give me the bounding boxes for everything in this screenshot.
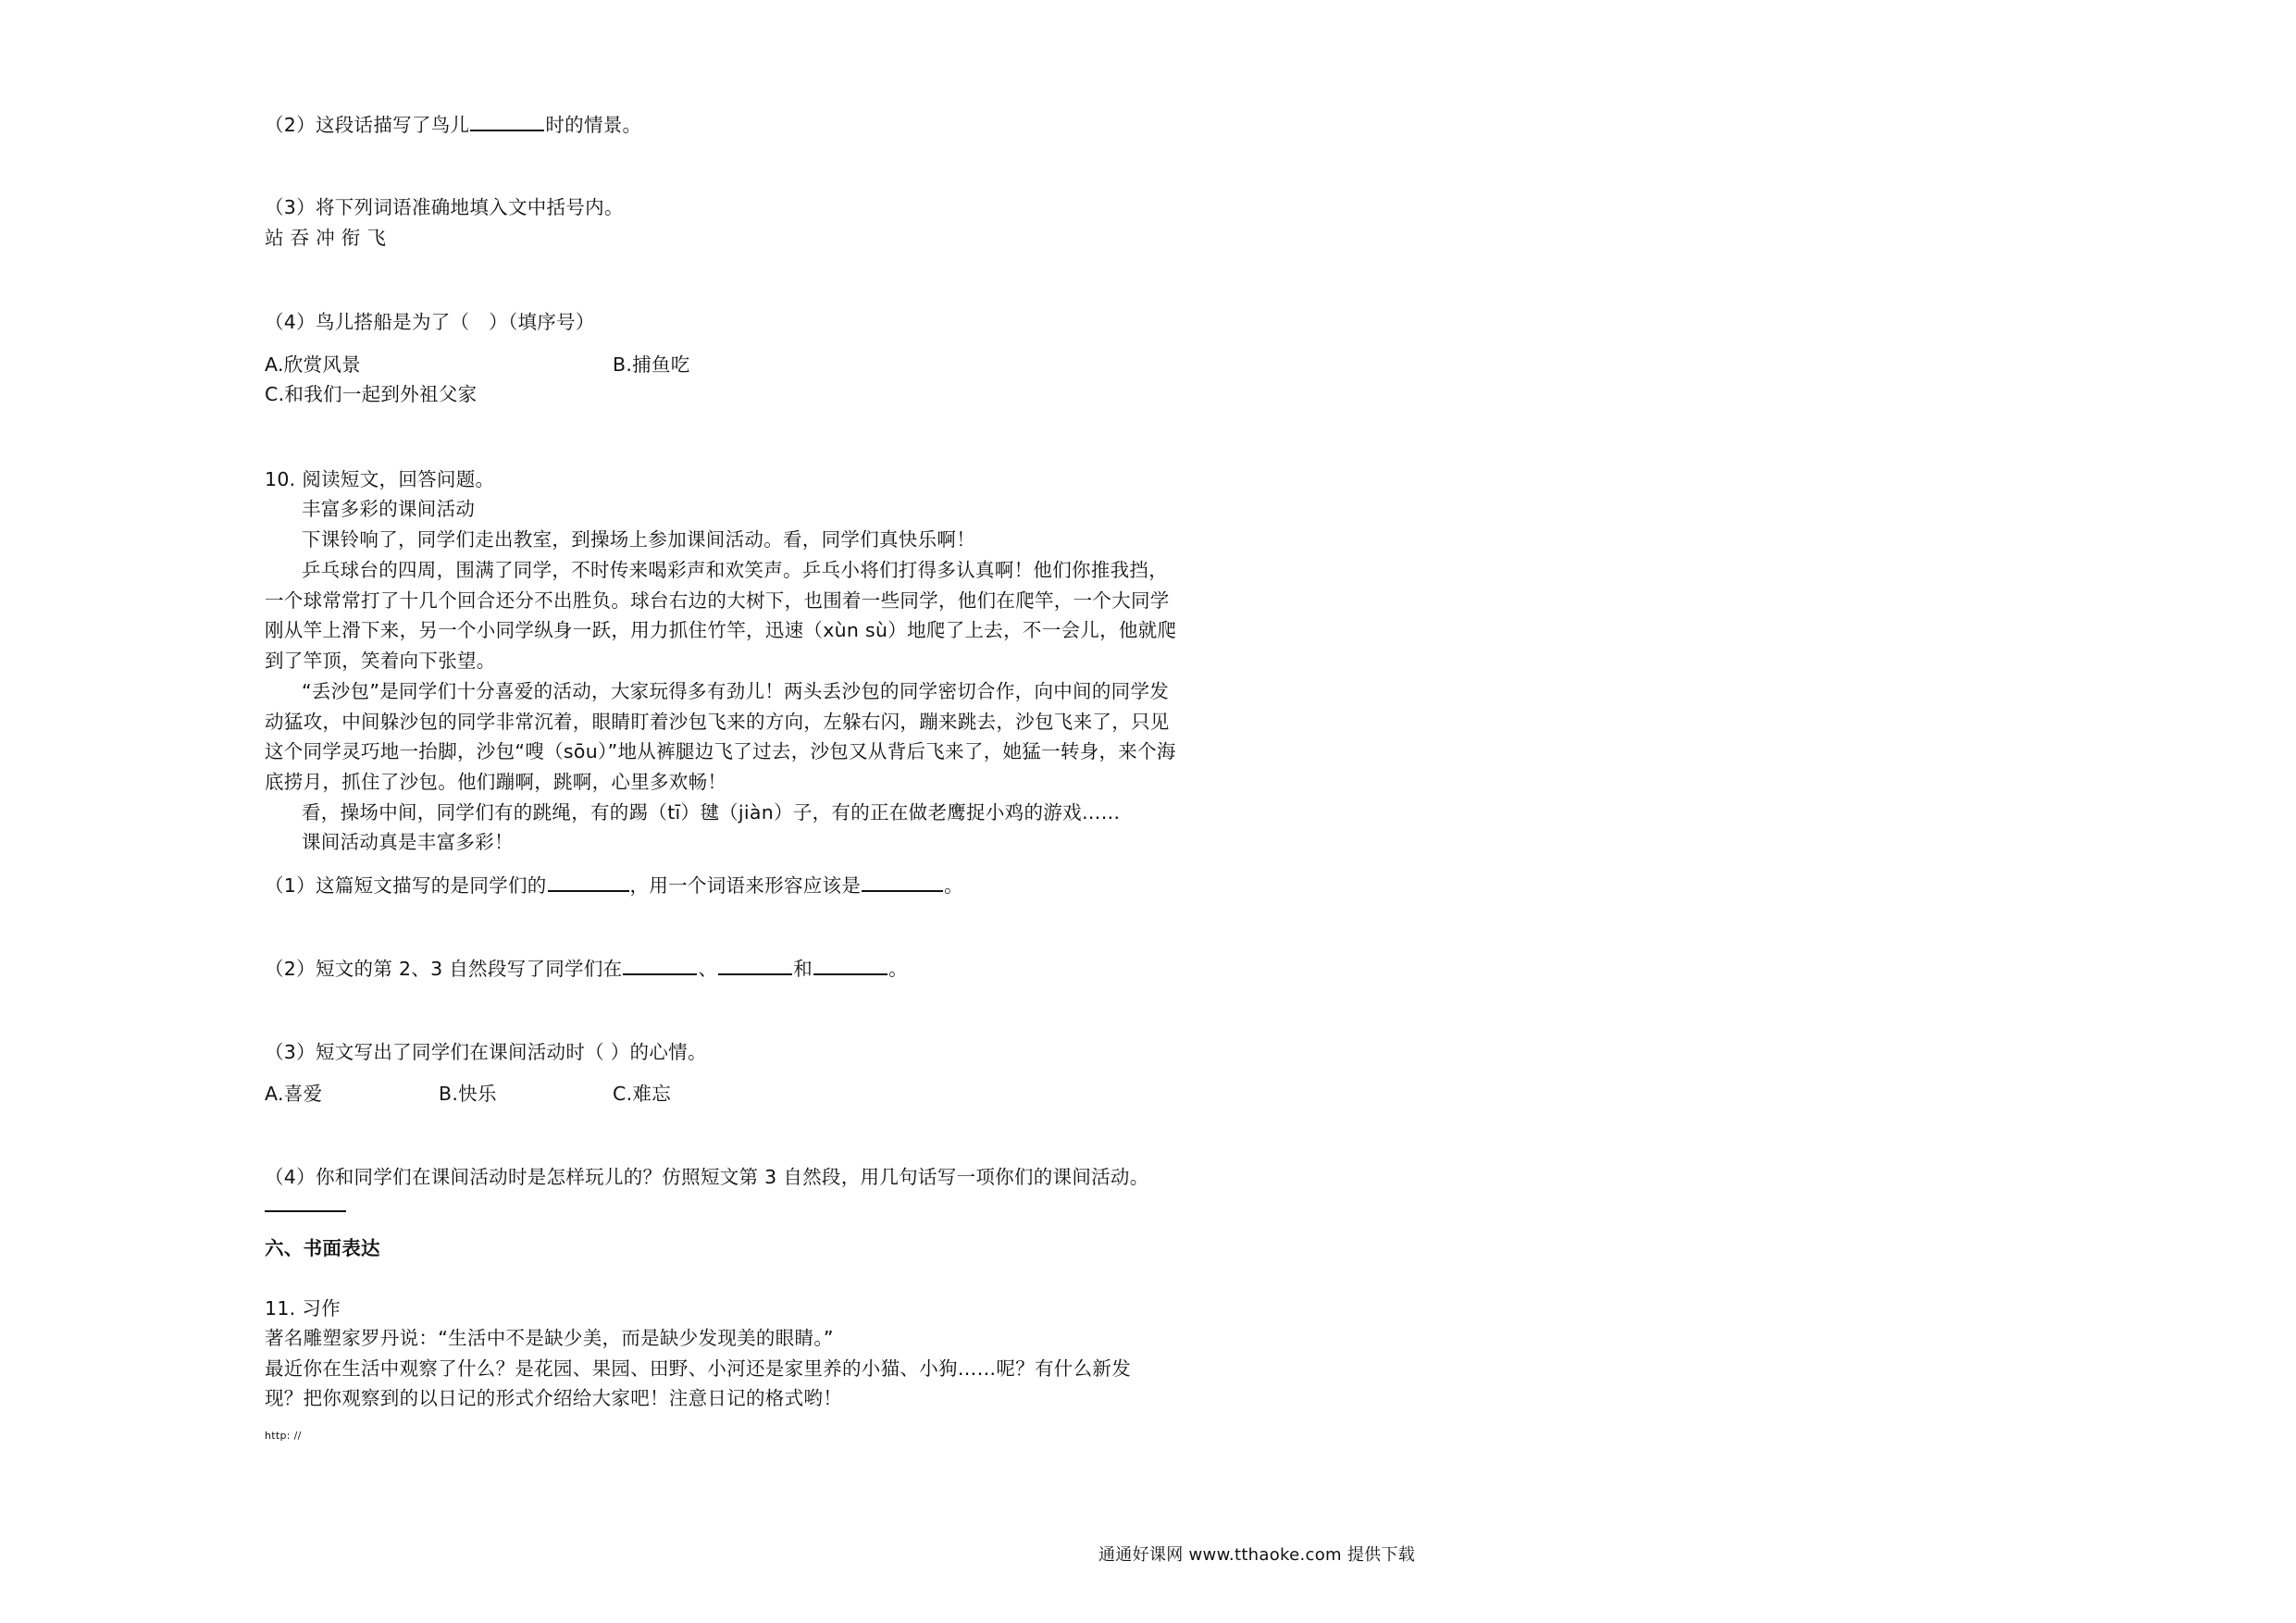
answer-line[interactable] (265, 1210, 346, 1212)
q9-sub3-words: 站 吞 冲 衔 飞 (265, 227, 387, 249)
q9-sub4-option-a[interactable]: A.欣赏风景 (265, 353, 361, 376)
passage-line: 底捞月，抓住了沙包。他们蹦啊，跳啊，心里多欢畅！ (265, 771, 727, 793)
q9-sub2 (265, 109, 641, 140)
q9-sub4-prompt: （4）鸟儿搭船是为了（ ）（填序号） (265, 311, 595, 333)
q10-heading: 10. 阅读短文，回答问题。 (265, 468, 495, 490)
essay-prompt-line: 现？把你观察到的以日记的形式介绍给大家吧！注意日记的格式哟！ (265, 1387, 842, 1409)
q10-sub2-sep: 、 (698, 958, 718, 980)
essay-prompt-line: 著名雕塑家罗丹说：“生活中不是缺少美，而是缺少发现美的眼睛。” (265, 1327, 834, 1349)
passage-title: 丰富多彩的课间活动 (302, 498, 476, 520)
passage-line: 下课铃响了，同学们走出教室，到操场上参加课间活动。看，同学们真快乐啊！ (302, 528, 975, 551)
passage-line: 到了竿顶，笑着向下张望。 (265, 650, 496, 672)
q10-sub2-sep: 和 (793, 958, 813, 980)
q10-sub3-prompt: （3）短文写出了同学们在课间活动时（ ）的心情。 (265, 1041, 707, 1063)
section-title: 六、书面表达 (265, 1237, 380, 1259)
passage-line: 乒乓球台的四周，围满了同学，不时传来喝彩声和欢笑声。乒乓小将们打得多认真啊！他们你推我挡， (302, 559, 1168, 581)
answer-blank[interactable] (862, 870, 943, 892)
q9-sub4-option-c[interactable]: C.和我们一起到外祖父家 (265, 383, 478, 405)
q9-sub3-prompt: （3）将下列词语准确地填入文中括号内。 (265, 196, 624, 218)
q10-sub2-text: （2）短文的第 2、3 自然段写了同学们在 (265, 958, 623, 980)
q10-sub1-text-end: 。 (944, 874, 963, 897)
q10-sub1-text-mid: ，用一个词语来形容应该是 (629, 874, 862, 897)
passage-line: 这个同学灵巧地一抬脚，沙包“嗖（sōu）”地从裤腿边飞了过去，沙包又从背后飞来了，她猛一转身，来个海 (265, 740, 1176, 762)
passage-line: 刚从竿上滑下来，另一个小同学纵身一跃，用力抓住竹竿，迅速（xùn sù）地爬了上去，不一会儿，他就爬 (265, 619, 1177, 641)
q10-sub3-option-a[interactable]: A.喜爱 (265, 1083, 323, 1105)
answer-blank[interactable] (470, 109, 544, 131)
q10-sub3-option-c[interactable]: C.难忘 (613, 1083, 672, 1105)
q10-sub1 (265, 870, 963, 900)
page-footer: 通通好课网 www.tthaoke.com 提供下载 (1098, 1545, 1416, 1565)
url-text: http: // (265, 1430, 302, 1442)
q9-sub4-option-b[interactable]: B.捕鱼吃 (613, 353, 690, 376)
answer-blank[interactable] (718, 953, 792, 975)
q9-sub2-text-end: 时的情景。 (545, 114, 642, 136)
q10-sub4-prompt: （4）你和同学们在课间活动时是怎样玩儿的？仿照短文第 3 自然段，用几句话写一项你们的课间活动。 (265, 1166, 1149, 1188)
q10-sub1-text: （1）这篇短文描写的是同学们的 (265, 874, 547, 897)
passage-line: 看，操场中间，同学们有的跳绳，有的踢（tī）毽（jiàn）子，有的正在做老鹰捉小鸡的游戏…… (302, 801, 1121, 824)
q10-sub2 (265, 953, 908, 984)
answer-blank[interactable] (813, 953, 887, 975)
q10-sub2-text-end: 。 (888, 958, 908, 980)
passage-line: 一个球常常打了十几个回合还分不出胜负。球台右边的大树下，也围着一些同学，他们在爬竿，一个大同学 (265, 589, 1170, 612)
q10-sub3-option-b[interactable]: B.快乐 (439, 1083, 497, 1105)
q9-sub2-text: （2）这段话描写了鸟儿 (265, 114, 470, 136)
passage-line: 动猛攻，中间躲沙包的同学非常沉着，眼睛盯着沙包飞来的方向，左躲右闪，蹦来跳去，沙包飞来了，只见 (265, 711, 1170, 733)
answer-blank[interactable] (623, 953, 697, 975)
passage-line: “丢沙包”是同学们十分喜爱的活动，大家玩得多有劲儿！两头丢沙包的同学密切合作，向中间的同学发 (302, 680, 1170, 702)
q11-heading: 11. 习作 (265, 1297, 341, 1319)
passage-line: 课间活动真是丰富多彩！ (302, 831, 514, 853)
answer-blank[interactable] (548, 870, 629, 892)
essay-prompt-line: 最近你在生活中观察了什么？是花园、果园、田野、小河还是家里养的小猫、小狗……呢？有什么新发 (265, 1357, 1131, 1380)
